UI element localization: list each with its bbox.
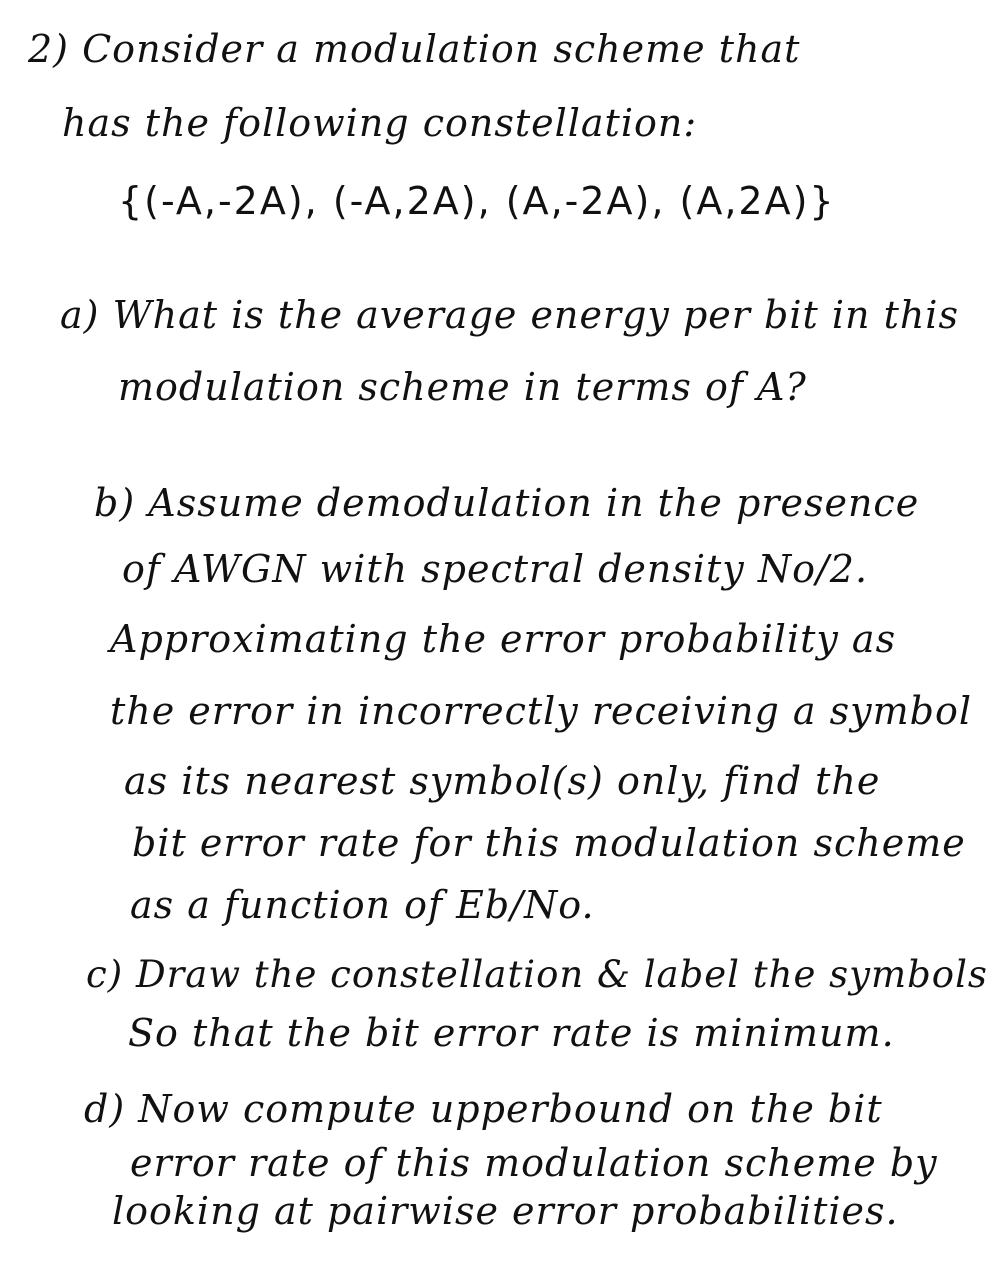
- part-a-text-1: What is the average energy per bit in this: [112, 293, 959, 337]
- part-a-marker: a): [60, 293, 100, 337]
- part-b-line-4: [110, 688, 972, 734]
- part-a-text-2: modulation scheme in terms of A?: [118, 365, 807, 409]
- problem-intro-line-1: [28, 26, 800, 72]
- part-b-text-3: Approximating the error probability as: [110, 617, 897, 661]
- part-c-line-1: [86, 952, 988, 998]
- part-b-line-3: [110, 616, 896, 662]
- part-c-text-1: Draw the constellation & label the symbols: [135, 953, 988, 996]
- part-d-text-2: error rate of this modulation scheme by: [130, 1141, 938, 1185]
- part-a-line-2: [118, 364, 807, 410]
- part-d-line-1: [84, 1086, 883, 1132]
- part-d-line-3: [112, 1188, 899, 1234]
- constellation-set: [118, 178, 836, 224]
- problem-intro-text-1: Consider a modulation scheme that: [82, 27, 801, 71]
- part-b-text-2: of AWGN with spectral density No/2.: [122, 547, 869, 591]
- part-b-line-5: [124, 758, 880, 804]
- part-d-text-1: Now compute upperbound on the bit: [138, 1087, 883, 1131]
- problem-intro-text-2: has the following constellation:: [62, 101, 698, 145]
- part-b-text-5: as its nearest symbol(s) only, find the: [124, 759, 881, 803]
- part-b-line-7: [130, 882, 595, 928]
- part-d-text-3: looking at pairwise error probabilities.: [112, 1189, 899, 1233]
- part-b-text-7: as a function of Eb/No.: [130, 883, 595, 927]
- part-d-marker: d): [84, 1087, 126, 1131]
- part-b-text-4: the error in incorrectly receiving a symbol: [110, 689, 972, 733]
- part-c-line-2: [128, 1010, 895, 1056]
- part-b-text-1: Assume demodulation in the presence: [148, 481, 920, 525]
- part-b-line-6: [132, 820, 966, 866]
- part-c-marker: c): [86, 953, 124, 996]
- constellation-points: {(-A,-2A), (-A,2A), (A,-2A), (A,2A)}: [118, 179, 836, 223]
- part-c-text-2: So that the bit error rate is minimum.: [128, 1011, 895, 1055]
- problem-intro-line-2: [62, 100, 697, 146]
- part-a-line-1: [60, 292, 959, 338]
- problem-number: 2): [28, 27, 70, 71]
- part-b-text-6: bit error rate for this modulation scheme: [132, 821, 966, 865]
- part-b-line-1: [94, 480, 919, 526]
- part-b-marker: b): [94, 481, 136, 525]
- part-b-line-2: [122, 546, 868, 592]
- part-d-line-2: [130, 1140, 938, 1186]
